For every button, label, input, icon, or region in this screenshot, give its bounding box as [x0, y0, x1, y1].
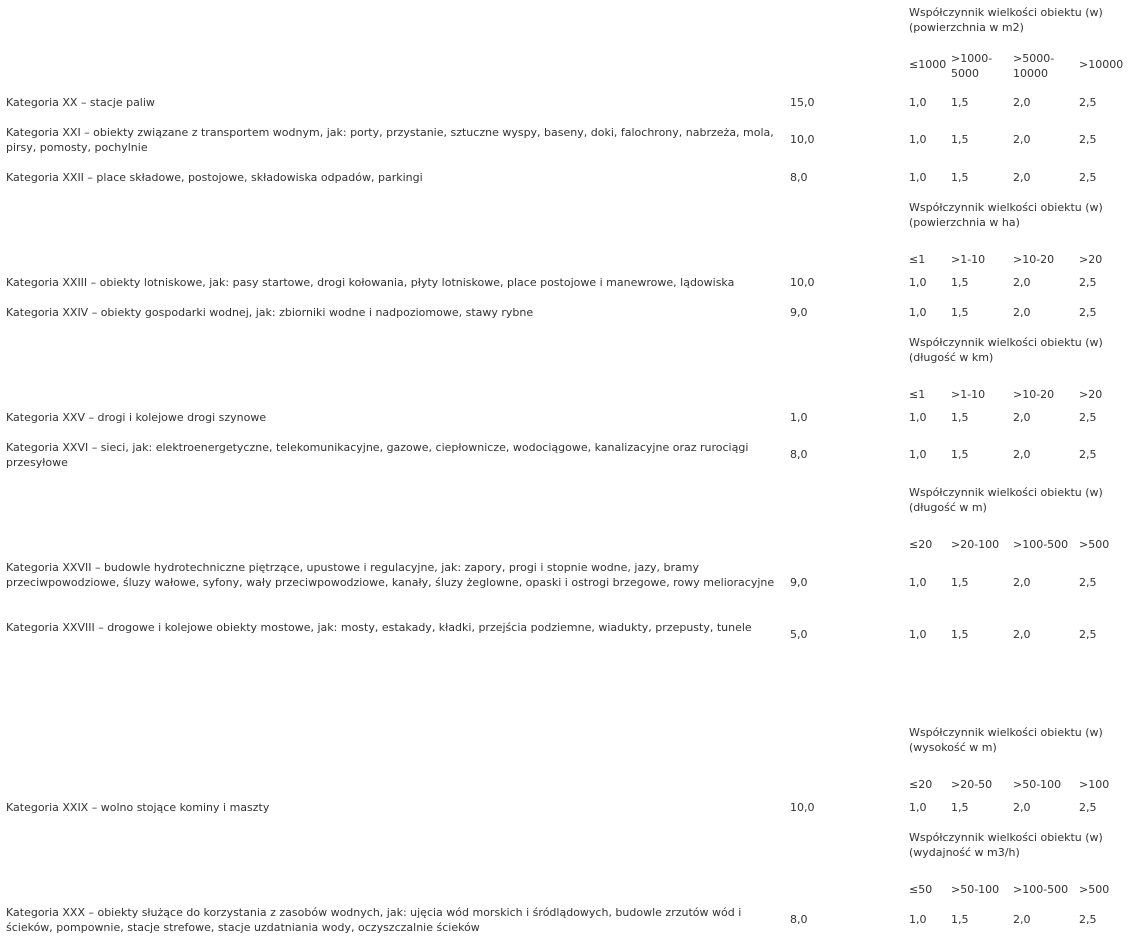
size-coefficient-value: 1,0 [909, 306, 927, 319]
size-coefficient-value: 1,5 [951, 801, 969, 814]
size-coefficient-value: 1,5 [951, 628, 969, 641]
category-coefficient-k: 8,0 [790, 913, 808, 926]
size-range-header: >100-500 [1013, 883, 1069, 896]
category-label: Kategoria XX – stacje paliw [6, 96, 155, 109]
size-coefficient-value: 2,0 [1013, 801, 1031, 814]
category-label: Kategoria XXVII – budowle hydrotechniczne piętrzące, upustowe i regulacyjne, jak: zapory, progi i stopnie wodne, jazy, bramy przeciwpowodziowe, śluzy wałowe, syfony, wały przeciwpowodziowe, kanały, śluzy żeglowne, opaski i ostrogi brzegowe, rowy melioracyjne [6, 561, 775, 589]
size-range-header: >50-100 [1013, 778, 1062, 791]
size-coefficient-value: 1,0 [909, 801, 927, 814]
size-factor-unit: (powierzchnia w ha) [909, 216, 1020, 229]
size-coefficient-value: 1,5 [951, 171, 969, 184]
size-coefficient-value: 1,0 [909, 448, 927, 461]
size-factor-unit: (długość w m) [909, 501, 987, 514]
size-coefficient-value: 2,5 [1079, 576, 1097, 589]
size-coefficient-value: 2,0 [1013, 276, 1031, 289]
size-range-header: ≤50 [909, 883, 933, 896]
size-range-header: >1-10 [951, 253, 986, 266]
size-coefficient-value: 2,5 [1079, 913, 1097, 926]
size-factor-unit: (powierzchnia w m2) [909, 21, 1024, 34]
size-coefficient-value: 2,5 [1079, 96, 1097, 109]
size-coefficient-value: 2,5 [1079, 171, 1097, 184]
size-coefficient-value: 1,0 [909, 411, 927, 424]
category-label: Kategoria XXII – place składowe, postojowe, składowiska odpadów, parkingi [6, 171, 423, 184]
size-range-header: >50-100 [951, 883, 1000, 896]
size-factor-unit: (wydajność w m3/h) [909, 846, 1020, 859]
size-factor-title: Współczynnik wielkości obiektu (w) [909, 6, 1103, 19]
size-coefficient-value: 2,5 [1079, 448, 1097, 461]
size-coefficient-value: 2,5 [1079, 628, 1097, 641]
size-coefficient-value: 2,5 [1079, 133, 1097, 146]
size-coefficient-value: 1,5 [951, 576, 969, 589]
size-coefficient-value: 1,5 [951, 96, 969, 109]
category-coefficient-k: 15,0 [790, 96, 815, 109]
category-coefficient-k: 8,0 [790, 171, 808, 184]
size-coefficient-value: 2,5 [1079, 411, 1097, 424]
size-factor-title: Współczynnik wielkości obiektu (w) [909, 831, 1103, 844]
size-factor-title: Współczynnik wielkości obiektu (w) [909, 726, 1103, 739]
size-factor-title: Współczynnik wielkości obiektu (w) [909, 201, 1103, 214]
size-range-header: >1-10 [951, 388, 986, 401]
size-range-header: >5000- 10000 [1013, 52, 1055, 80]
category-label: Kategoria XXIII – obiekty lotniskowe, jak: pasy startowe, drogi kołowania, płyty lotniskowe, place postojowe i manewrowe, lądowiska [6, 276, 735, 289]
size-coefficient-value: 2,0 [1013, 171, 1031, 184]
size-coefficient-value: 1,5 [951, 448, 969, 461]
size-coefficient-value: 1,5 [951, 913, 969, 926]
size-coefficient-value: 2,0 [1013, 411, 1031, 424]
size-coefficient-value: 2,0 [1013, 576, 1031, 589]
category-coefficient-k: 5,0 [790, 628, 808, 641]
size-range-header: >100 [1079, 778, 1110, 791]
size-coefficient-value: 1,5 [951, 411, 969, 424]
size-range-header: >20-100 [951, 538, 1000, 551]
size-coefficient-value: 1,5 [951, 276, 969, 289]
category-coefficient-k: 10,0 [790, 801, 815, 814]
size-range-header: >10-20 [1013, 253, 1055, 266]
size-factor-title: Współczynnik wielkości obiektu (w) [909, 486, 1103, 499]
size-coefficient-value: 2,5 [1079, 306, 1097, 319]
size-coefficient-value: 1,0 [909, 913, 927, 926]
size-range-header: >500 [1079, 538, 1110, 551]
category-label: Kategoria XXX – obiekty służące do korzystania z zasobów wodnych, jak: ujęcia wód morskich i śródlądowych, budowle zrzutów wód i ścieków, pompownie, stacje strefowe, stacje uzdatniania wody, oczyszczalnie ścieków [6, 906, 742, 934]
category-label: Kategoria XXV – drogi i kolejowe drogi szynowe [6, 411, 267, 424]
category-coefficient-k: 8,0 [790, 448, 808, 461]
size-coefficient-value: 2,0 [1013, 133, 1031, 146]
size-coefficient-value: 2,0 [1013, 306, 1031, 319]
size-factor-title: Współczynnik wielkości obiektu (w) [909, 336, 1103, 349]
category-coefficient-k: 10,0 [790, 133, 815, 146]
size-range-header: ≤20 [909, 778, 933, 791]
size-coefficient-value: 1,0 [909, 133, 927, 146]
size-range-header: >20 [1079, 388, 1103, 401]
category-coefficient-k: 9,0 [790, 576, 808, 589]
size-coefficient-value: 1,5 [951, 133, 969, 146]
category-label: Kategoria XXVI – sieci, jak: elektroenergetyczne, telekomunikacyjne, gazowe, ciepłownicze, wodociągowe, kanalizacyjne oraz rurociągi przesyłowe [6, 441, 749, 469]
size-coefficient-value: 2,0 [1013, 96, 1031, 109]
size-range-header: >20 [1079, 253, 1103, 266]
size-range-header: ≤1000 [909, 58, 947, 71]
size-range-header: >100-500 [1013, 538, 1069, 551]
size-coefficient-value: 2,0 [1013, 628, 1031, 641]
size-coefficient-value: 1,0 [909, 96, 927, 109]
category-coefficient-k: 1,0 [790, 411, 808, 424]
size-factor-unit: (wysokość w m) [909, 741, 997, 754]
size-range-header: ≤1 [909, 388, 926, 401]
size-coefficient-value: 2,0 [1013, 448, 1031, 461]
size-range-header: >10000 [1079, 58, 1124, 71]
size-coefficient-value: 1,0 [909, 576, 927, 589]
size-range-header: >1000- 5000 [951, 52, 993, 80]
category-label: Kategoria XXVIII – drogowe i kolejowe obiekty mostowe, jak: mosty, estakady, kładki, przejścia podziemne, wiadukty, przepusty, tunele [6, 621, 752, 634]
category-label: Kategoria XXI – obiekty związane z transportem wodnym, jak: porty, przystanie, sztuczne wyspy, baseny, doki, falochrony, nabrzeża, mola, pirsy, pomosty, pochylnie [6, 126, 774, 154]
category-label: Kategoria XXIV – obiekty gospodarki wodnej, jak: zbiorniki wodne i nadpoziomowe, stawy rybne [6, 306, 534, 319]
category-coefficient-k: 9,0 [790, 306, 808, 319]
size-factor-unit: (długość w km) [909, 351, 994, 364]
size-coefficient-value: 1,5 [951, 306, 969, 319]
size-coefficient-value: 1,0 [909, 276, 927, 289]
size-range-header: ≤1 [909, 253, 926, 266]
category-label: Kategoria XXIX – wolno stojące kominy i maszty [6, 801, 270, 814]
size-range-header: >20-50 [951, 778, 993, 791]
category-coefficient-k: 10,0 [790, 276, 815, 289]
size-range-header: >500 [1079, 883, 1110, 896]
size-range-header: ≤20 [909, 538, 933, 551]
size-range-header: >10-20 [1013, 388, 1055, 401]
size-coefficient-value: 2,5 [1079, 801, 1097, 814]
size-coefficient-value: 1,0 [909, 628, 927, 641]
size-coefficient-value: 1,0 [909, 171, 927, 184]
size-coefficient-value: 2,5 [1079, 276, 1097, 289]
size-coefficient-value: 2,0 [1013, 913, 1031, 926]
